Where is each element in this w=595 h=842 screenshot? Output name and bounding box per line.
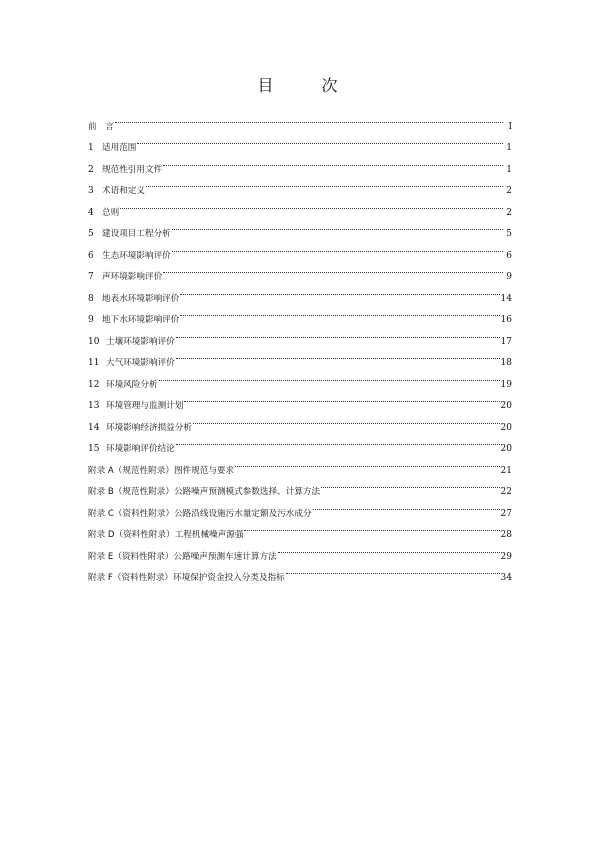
toc-entry-label: 大气环境影响评价 <box>106 358 175 368</box>
toc-entry-page: 16 <box>500 315 512 325</box>
toc-entry-page: 20 <box>500 444 512 454</box>
toc-entry-page: 1 <box>506 164 512 175</box>
toc-leader-dots <box>176 430 500 452</box>
toc-entry-label: 附录 F（资料性附录）环境保护资金投入分类及指标 <box>88 573 285 583</box>
toc-entry-label: 建设项目工程分析 <box>102 229 171 239</box>
toc-entry-page: 1 <box>506 143 512 153</box>
toc-entry-number: 4 <box>88 207 94 218</box>
toc-leader-dots <box>120 193 503 215</box>
toc-leader-dots <box>193 408 500 430</box>
toc-leader-dots <box>172 215 503 237</box>
toc-entry-page: 27 <box>500 508 512 519</box>
toc-leader-dots <box>235 451 499 473</box>
page-title: 目 次 <box>257 76 354 95</box>
toc-entry-page: 2 <box>506 207 512 218</box>
toc-entry-label: 附录 A（规范性附录）图件规范与要求 <box>88 465 235 476</box>
toc-entry-label: 规范性引用文件 <box>102 164 163 175</box>
toc-entry-number: 10 <box>88 336 100 347</box>
toc-entry-number: 2 <box>88 164 94 175</box>
toc-entry-label: 声环境影响评价 <box>102 272 163 282</box>
toc-entry-label: 环境管理与监测计划 <box>106 401 184 411</box>
toc-entry-number: 8 <box>88 293 94 304</box>
toc-leader-dots <box>313 494 500 516</box>
toc-entry-number: 15 <box>88 444 100 454</box>
toc-entry[interactable] <box>88 172 512 194</box>
toc-entry-label: 前 言 <box>88 121 114 132</box>
toc-entry-page: 21 <box>500 465 512 476</box>
toc-entry-foreword[interactable] <box>88 107 512 132</box>
table-of-contents <box>88 107 512 583</box>
toc-entry-number: 1 <box>88 143 94 153</box>
toc-entry-label: 土壤环境影响评价 <box>106 336 175 347</box>
toc-entry-page: 34 <box>500 573 512 583</box>
toc-entry-number: 12 <box>88 379 100 390</box>
toc-entry-page: 28 <box>500 530 512 540</box>
toc-entry-label: 总则 <box>102 207 120 218</box>
toc-entry-label: 附录 C（资料性附录）公路沿线设施污水量定额及污水成分 <box>88 508 312 519</box>
toc-entry-number: 6 <box>88 250 94 261</box>
toc-entry-page: 20 <box>500 422 512 433</box>
toc-entry-label: 环境影响经济损益分析 <box>106 422 192 433</box>
toc-entry-page: 22 <box>500 487 512 497</box>
toc-leader-dots <box>146 172 503 194</box>
toc-entry-number: 3 <box>88 186 94 196</box>
toc-leader-dots <box>115 107 503 129</box>
toc-entry-page: 5 <box>506 229 512 239</box>
toc-leader-dots <box>176 344 500 366</box>
toc-entry-label: 附录 E（资料性附录）公路噪声预测车速计算方法 <box>88 551 277 562</box>
toc-entry-page: 6 <box>506 250 512 261</box>
toc-entry-page: 9 <box>506 272 512 282</box>
toc-entry-number: 13 <box>88 401 100 411</box>
toc-leader-dots <box>180 279 499 301</box>
toc-entry-label: 适用范围 <box>102 143 137 153</box>
toc-leader-dots <box>163 150 503 172</box>
toc-entry-label: 附录 B（规范性附录）公路噪声预测模式参数选择、计算方法 <box>88 487 321 497</box>
toc-entry-number: 5 <box>88 229 94 239</box>
toc-entry-label: 地下水环境影响评价 <box>102 315 180 325</box>
toc-entry-label: 术语和定义 <box>102 186 145 196</box>
toc-entry[interactable] <box>88 193 512 218</box>
toc-leader-dots <box>163 258 503 280</box>
toc-entry-number: 9 <box>88 315 94 325</box>
toc-entry-number: 14 <box>88 422 100 433</box>
toc-leader-dots <box>321 473 499 495</box>
toc-entry[interactable] <box>88 129 512 151</box>
toc-leader-dots <box>172 236 503 258</box>
toc-entry[interactable] <box>88 215 512 237</box>
toc-entry-page: 2 <box>506 186 512 196</box>
toc-entry[interactable] <box>88 150 512 175</box>
toc-leader-dots <box>244 516 499 538</box>
toc-entry-page: 20 <box>500 401 512 411</box>
toc-entry-label: 生态环境影响评价 <box>102 250 171 261</box>
toc-leader-dots <box>184 387 499 409</box>
toc-entry-page: 19 <box>500 379 512 390</box>
toc-entry-label: 环境风险分析 <box>106 379 158 390</box>
toc-entry-page: 29 <box>500 551 512 562</box>
toc-entry-label: 附录 D（资料性附录）工程机械噪声源强 <box>88 530 244 540</box>
toc-leader-dots <box>278 537 500 559</box>
toc-leader-dots <box>159 365 500 387</box>
toc-leader-dots <box>286 559 500 581</box>
toc-entry-label: 环境影响评价结论 <box>106 444 175 454</box>
toc-leader-dots <box>176 322 500 344</box>
toc-leader-dots <box>180 301 499 323</box>
toc-entry-page: 14 <box>500 293 512 304</box>
toc-entry-page: 17 <box>500 336 512 347</box>
toc-entry-page: 18 <box>500 358 512 368</box>
toc-entry-number: 11 <box>88 358 100 368</box>
toc-leader-dots <box>137 129 503 151</box>
toc-entry-number: 7 <box>88 272 94 282</box>
toc-entry-label: 地表水环境影响评价 <box>102 293 180 304</box>
toc-entry-page: I <box>508 121 512 132</box>
